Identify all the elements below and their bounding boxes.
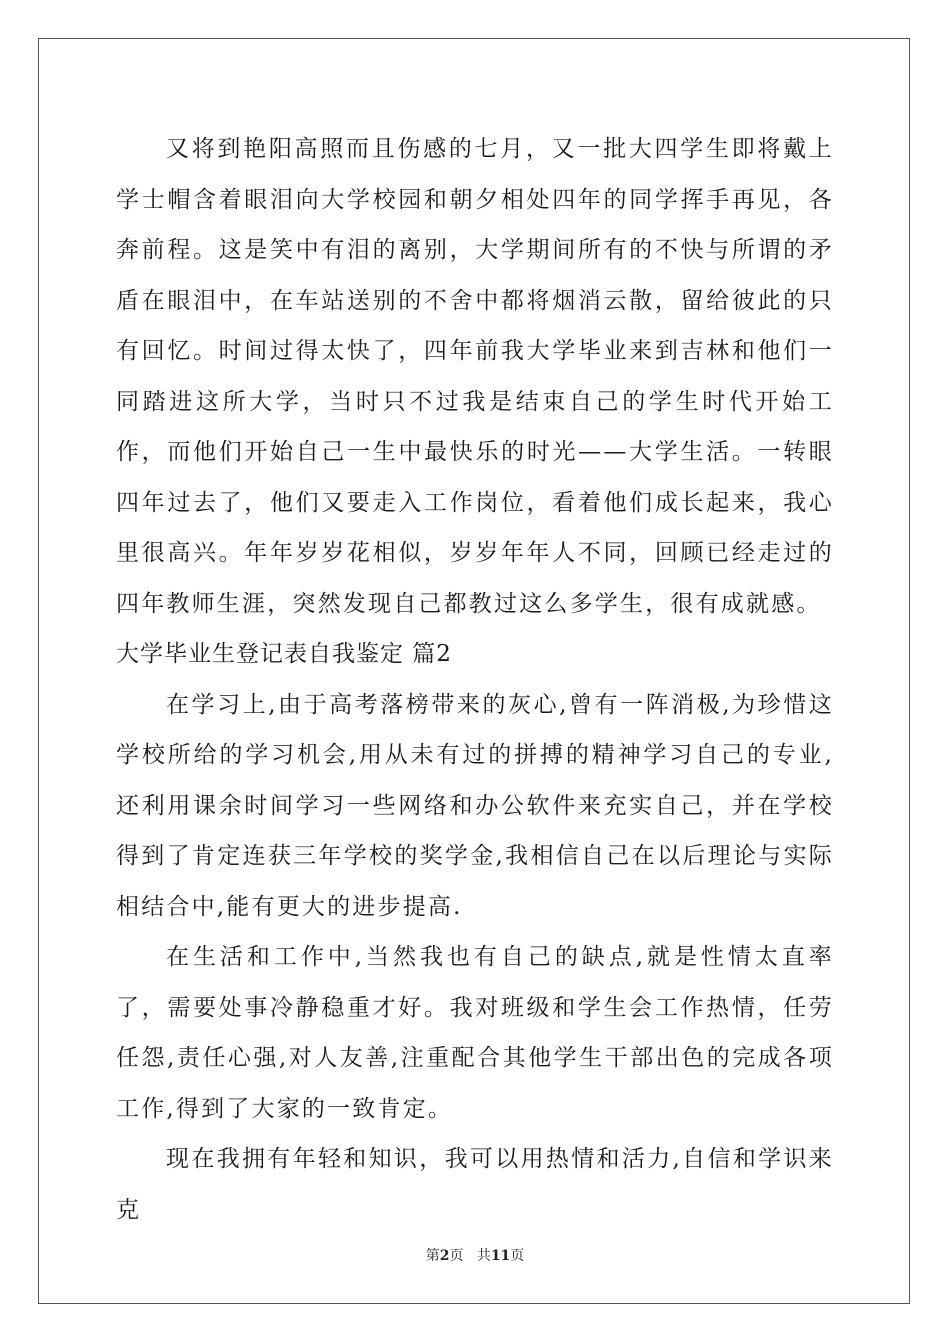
- body-paragraph-1: 又将到艳阳高照而且伤感的七月，又一批大四学生即将戴上学士帽含着眼泪向大学校园和朝夕相处四年的同学挥手再见，各奔前程。这是笑中有泪的离别，大学期间所有的不快与所谓的矛盾在眼泪中，在车站送别的不舍中都将烟消云散，留给彼此的只有回忆。时间过得太快了，四年前我大学毕业来到吉林和他们一同踏进这所大学，当时只不过我是结束自己的学生时代开始工作，而他们开始自己一生中最快乐的时光——大学生活。一转眼四年过去了，他们又要走入工作岗位，看着他们成长起来，我心里很高兴。年年岁岁花相似，岁岁年年人不同，回顾已经走过的四年教师生涯，突然发现自己都教过这么多学生，很有成就感。: [116, 136, 834, 617]
- body-paragraph-2: 在学习上,由于高考落榜带来的灰心,曾有一阵消极,为珍惜这学校所给的学习机会,用从未有过的拼搏的精神学习自己的专业,还利用课余时间学习一些网络和办公软件来充实自己，并在学校得到了肯定连获三年学校的奖学金,我相信自己在以后理论与实际相结合中,能有更大的进步提高.: [116, 691, 834, 920]
- total-label-suffix: 页: [510, 1248, 525, 1264]
- body-paragraph-4: 现在我拥有年轻和知识，我可以用热情和活力,自信和学识来克: [116, 1146, 834, 1223]
- total-pages: 11: [490, 1248, 511, 1264]
- page-footer: [0, 1246, 950, 1266]
- page-label-prefix: 第: [425, 1248, 440, 1264]
- page-label-suffix: 页: [449, 1248, 464, 1264]
- total-label-prefix: 共: [476, 1248, 491, 1264]
- document-body: [116, 124, 834, 1235]
- page-number: 2: [439, 1248, 450, 1264]
- section-heading: 大学毕业生登记表自我鉴定 篇2: [116, 641, 452, 667]
- body-paragraph-3: 在生活和工作中,当然我也有自己的缺点,就是性情太直率了，需要处事冷静稳重才好。我对班级和学生会工作热情，任劳任怨,责任心强,对人友善,注重配合其他学生干部出色的完成各项工作,得到了大家的一致肯定。: [116, 944, 834, 1122]
